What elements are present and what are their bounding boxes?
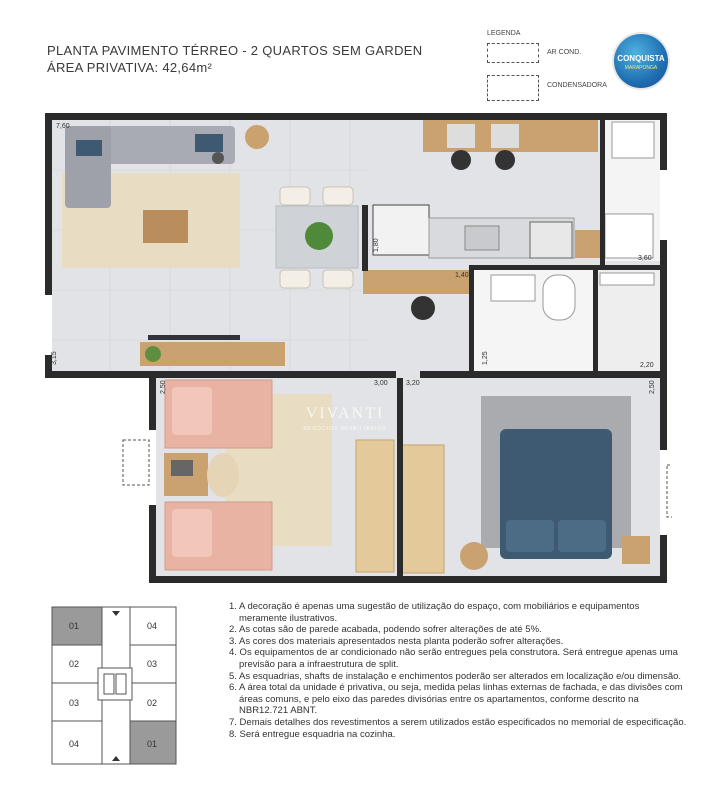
pillow (172, 509, 212, 557)
side-table (245, 125, 269, 149)
tv (148, 335, 240, 340)
chair (280, 187, 310, 205)
shower-tray (600, 273, 654, 285)
rack-plant (145, 346, 161, 362)
toilet (543, 275, 575, 320)
dim-bathroom: 1,25 (482, 351, 489, 365)
key-plan (42, 603, 182, 768)
nightstand (622, 536, 650, 564)
ac-legend-symbol (487, 43, 539, 63)
note-item: 8. Será entregue esquadria na cozinha. (229, 728, 396, 740)
washing-machine (605, 214, 653, 258)
dim-bedroom2-width: 3,20 (406, 380, 420, 387)
pillow (506, 520, 554, 552)
note-item: 2. As cotas são de parede acabada, podendo sofrer alterações de até 5%. (229, 624, 542, 636)
plan-title (47, 42, 422, 76)
floor-lamp (212, 152, 224, 164)
dim-living-height: 3,15 (51, 351, 58, 365)
stool-seat (451, 150, 471, 170)
legend-title: LEGENDA (487, 30, 521, 37)
note-item: 7. Demais detalhes dos revestimentos a serem utilizados estão especificados no memorial de especificação. (229, 716, 687, 728)
unit-label: 01 (146, 739, 158, 749)
condenser-legend-label: CONDENSADORA (547, 82, 607, 89)
pillow (172, 387, 212, 435)
dim-bedroom1-width: 3,00 (374, 380, 388, 387)
note-item: 3. As cores dos materiais apresentados nesta planta poderão sofrer alterações. (229, 635, 564, 647)
condenser-legend-symbol (487, 75, 539, 101)
conquista-logo (614, 34, 668, 88)
logo-line-2: MARAPONGA (624, 65, 658, 71)
title-line-2: ÁREA PRIVATIVA: 42,64m² (47, 60, 213, 75)
legend (487, 30, 612, 102)
chair (323, 187, 353, 205)
unit-label: 02 (146, 698, 158, 708)
chair (280, 270, 310, 288)
stool (447, 124, 475, 148)
logo-line-1: CONQUISTA (617, 54, 665, 63)
sofa-cushion (195, 134, 223, 152)
unit-label: 03 (146, 659, 158, 669)
kitchen-sink (465, 226, 499, 250)
stool-seat (495, 150, 515, 170)
unit-label: 04 (68, 739, 80, 749)
laptop (171, 460, 193, 476)
unit-label: 02 (68, 659, 80, 669)
dim-laundry: 3,60 (638, 255, 652, 262)
stair-core (98, 668, 132, 700)
watermark-brand: VIVANTI (305, 405, 385, 422)
refrigerator (373, 205, 429, 255)
bathroom-sink (491, 275, 535, 301)
unit-label: 01 (68, 621, 80, 631)
ac-marker (667, 465, 672, 517)
dim-kitchen-counter: 1,80 (373, 238, 380, 252)
ac-legend-label: AR COND. (547, 49, 582, 56)
unit-label: 04 (146, 621, 158, 631)
desk-chair (207, 453, 239, 497)
dim-balcony: 1,40 (455, 272, 469, 279)
dim-service: 2,20 (640, 362, 654, 369)
sofa-cushion (76, 140, 102, 156)
unit-label: 03 (68, 698, 80, 708)
pillow (558, 520, 606, 552)
dim-living-width: 7,60 (56, 123, 70, 130)
kitchen-cabinet (575, 230, 600, 258)
coffee-table (143, 210, 188, 243)
balcony-chair (411, 296, 435, 320)
tv-rack (140, 342, 285, 366)
notes (229, 601, 689, 740)
stool (491, 124, 519, 148)
floor-plan (40, 110, 672, 590)
dim-bedroom2-height: 2,50 (649, 380, 656, 394)
table-plant (305, 222, 333, 250)
note-item: 1. A decoração é apenas uma sugestão de utilização do espaço, com mobiliários e equipamentos meramente ilustrativos. (229, 601, 640, 624)
note-item: 5. As esquadrias, shafts de instalação e enchimentos poderão ser alterados em localização e/ou dimensão. (229, 670, 682, 682)
note-item: 6. A área total da unidade é privativa, ou seja, medida pelas linhas externas de fachada, e das divisões com áreas comuns, e pelo eixo das paredes divisórias entre os apartamentos, conforme descrito na NBR12.721 ABNT. (229, 682, 683, 717)
nightstand (460, 542, 488, 570)
title-line-1: PLANTA PAVIMENTO TÉRREO - 2 QUARTOS SEM GARDEN (47, 43, 423, 58)
ac-marker (123, 440, 149, 485)
laundry-tank (612, 122, 654, 158)
note-item: 4. Os equipamentos de ar condicionado não serão entregues pela construtora. Será entregue apenas uma previsão para a infraestrutura de split. (229, 647, 678, 670)
dim-bedroom1-height: 2,50 (160, 380, 167, 394)
watermark-tagline: NEGÓCIOS IMOBILIÁRIOS (303, 426, 387, 432)
wardrobe (402, 445, 444, 573)
sofa-chaise (65, 126, 111, 208)
cooktop (530, 222, 572, 258)
chair (323, 270, 353, 288)
wardrobe (356, 440, 394, 572)
